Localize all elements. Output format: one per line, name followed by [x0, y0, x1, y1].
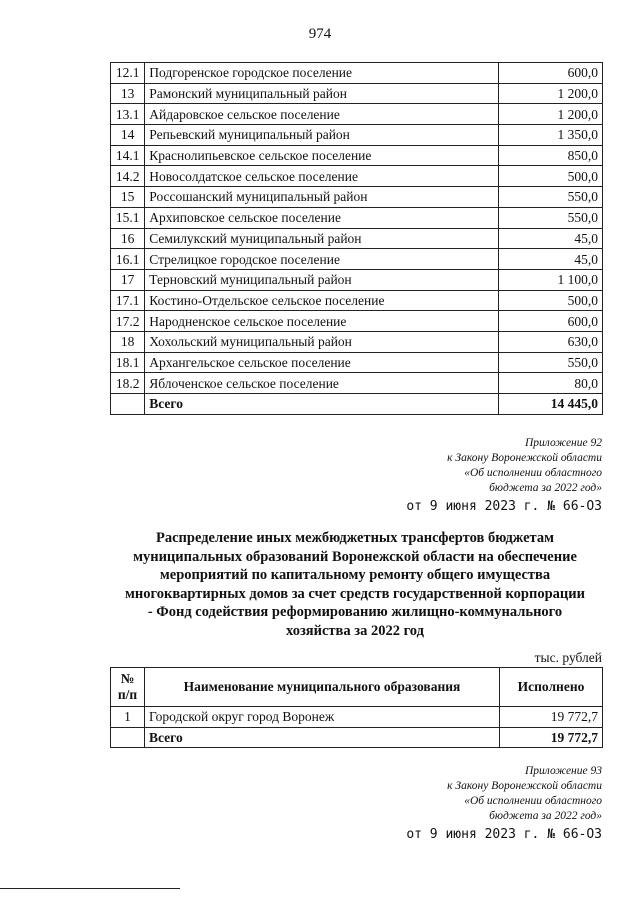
row-name: Новосолдатское сельское поселение: [145, 166, 499, 187]
row-name: Терновский муниципальный район: [145, 269, 499, 290]
row-value: 550,0: [499, 207, 603, 228]
row-num: 15: [111, 187, 145, 208]
page-number: 974: [308, 26, 332, 42]
row-value: 630,0: [499, 331, 603, 352]
row-name: Народненское сельское поселение: [145, 311, 499, 332]
table-row: [111, 269, 603, 290]
row-value: 1 200,0: [499, 83, 603, 104]
row-name: Рамонский муниципальный район: [145, 83, 499, 104]
row-num: 13.1: [111, 104, 145, 125]
table-row: [111, 83, 603, 104]
row-name: Городской округ город Воронеж: [145, 707, 500, 728]
transfers-table-continued: [110, 62, 603, 415]
title-line: муниципальных образований Воронежской области на обеспечение: [133, 548, 577, 565]
row-name: Хохольский муниципальный район: [145, 331, 499, 352]
appendix-93-law: к Закону Воронежской области: [447, 780, 602, 792]
footnote-divider: [0, 888, 180, 889]
row-name: Архангельское сельское поселение: [145, 352, 499, 373]
title-line: - Фонд содействия реформированию жилищно-коммунального: [147, 604, 563, 620]
row-value: 600,0: [499, 311, 603, 332]
row-name: Подгоренское городское поселение: [145, 63, 499, 84]
table-row: [111, 187, 603, 208]
row-value: 45,0: [499, 228, 603, 249]
row-num: 18.2: [111, 373, 145, 394]
header-value: Исполнено: [500, 668, 603, 707]
row-value: 600,0: [499, 63, 603, 84]
table-row: [111, 63, 603, 84]
row-num: 17: [111, 269, 145, 290]
row-name: Костино-Отдельское сельское поселение: [145, 290, 499, 311]
appendix-93-subject: «Об исполнении областного: [464, 795, 602, 807]
row-num: 16: [111, 228, 145, 249]
row-num: 18: [111, 331, 145, 352]
header-name: Наименование муниципального образования: [145, 668, 500, 707]
appendix-92-title: Приложение 92: [524, 437, 602, 449]
table-row: [111, 228, 603, 249]
row-value: 80,0: [499, 373, 603, 394]
row-value: 500,0: [499, 290, 603, 311]
row-value: 45,0: [499, 249, 603, 270]
row-name: Яблоченское сельское поселение: [145, 373, 499, 394]
total-label: Всего: [145, 727, 500, 748]
row-value: 1 200,0: [499, 104, 603, 125]
table-row: [111, 104, 603, 125]
table-total-row: [111, 727, 603, 748]
table-row: [111, 207, 603, 228]
total-label: Всего: [145, 394, 499, 415]
row-name: Репьевский муниципальный район: [145, 125, 499, 146]
header-num-symbol: №: [120, 671, 135, 686]
appendix-92-subject-cont: бюджета за 2022 год»: [489, 482, 602, 494]
row-num: 17.2: [111, 311, 145, 332]
row-value: 500,0: [499, 166, 603, 187]
row-num: 16.1: [111, 249, 145, 270]
row-num: 17.1: [111, 290, 145, 311]
appendix-93-title: Приложение 93: [524, 765, 602, 777]
total-num-cell: [111, 394, 145, 415]
appendix-92-date: от 9 июня 2023 г. № 66-ОЗ: [406, 499, 602, 514]
title-line: многоквартирных домов за счет средств государственной корпорации: [125, 585, 585, 602]
table-row: [111, 166, 603, 187]
table-row: [111, 145, 603, 166]
table-header-row: [111, 668, 603, 707]
table-row: [111, 290, 603, 311]
row-value: 1 350,0: [499, 125, 603, 146]
row-value: 19 772,7: [500, 707, 603, 728]
row-value: 550,0: [499, 352, 603, 373]
row-num: 1: [111, 707, 145, 728]
table-row: [111, 125, 603, 146]
row-num: 15.1: [111, 207, 145, 228]
row-name: Краснолипьевское сельское поселение: [145, 145, 499, 166]
title-line: хозяйства за 2022 год: [286, 622, 424, 639]
header-num-abbr: п/п: [117, 687, 138, 702]
table-row: [111, 707, 603, 728]
row-num: 14.2: [111, 166, 145, 187]
section-title: [100, 529, 610, 640]
table-row: [111, 331, 603, 352]
appendix-92-subject: «Об исполнении областного: [464, 467, 602, 479]
row-num: 12.1: [111, 63, 145, 84]
title-line: Распределение иных межбюджетных трансфертов бюджетам: [156, 530, 554, 546]
total-num-cell: [111, 727, 145, 748]
row-value: 850,0: [499, 145, 603, 166]
table-row: [111, 373, 603, 394]
row-num: 18.1: [111, 352, 145, 373]
row-name: Семилукский муниципальный район: [145, 228, 499, 249]
table-total-row: [111, 394, 603, 415]
table-row: [111, 311, 603, 332]
row-num: 14: [111, 125, 145, 146]
units-label: тыс. рублей: [534, 650, 602, 665]
row-num: 13: [111, 83, 145, 104]
total-value: 14 445,0: [499, 394, 603, 415]
table-row: [111, 249, 603, 270]
total-value: 19 772,7: [500, 727, 603, 748]
appendix-92-law: к Закону Воронежской области: [447, 452, 602, 464]
appendix-93-date: от 9 июня 2023 г. № 66-ОЗ: [406, 827, 602, 842]
row-name: Россошанский муниципальный район: [145, 187, 499, 208]
title-line: мероприятий по капитальному ремонту общего имущества: [159, 567, 551, 583]
voronezh-transfers-table: [110, 667, 603, 748]
appendix-92-block: [406, 436, 602, 516]
row-name: Стрелицкое городское поселение: [145, 249, 499, 270]
appendix-93-subject-cont: бюджета за 2022 год»: [489, 810, 602, 822]
row-value: 1 100,0: [499, 269, 603, 290]
row-name: Айдаровское сельское поселение: [145, 104, 499, 125]
header-num: [111, 668, 145, 707]
table-row: [111, 352, 603, 373]
row-name: Архиповское сельское поселение: [145, 207, 499, 228]
row-num: 14.1: [111, 145, 145, 166]
appendix-93-block: [406, 764, 602, 844]
row-value: 550,0: [499, 187, 603, 208]
